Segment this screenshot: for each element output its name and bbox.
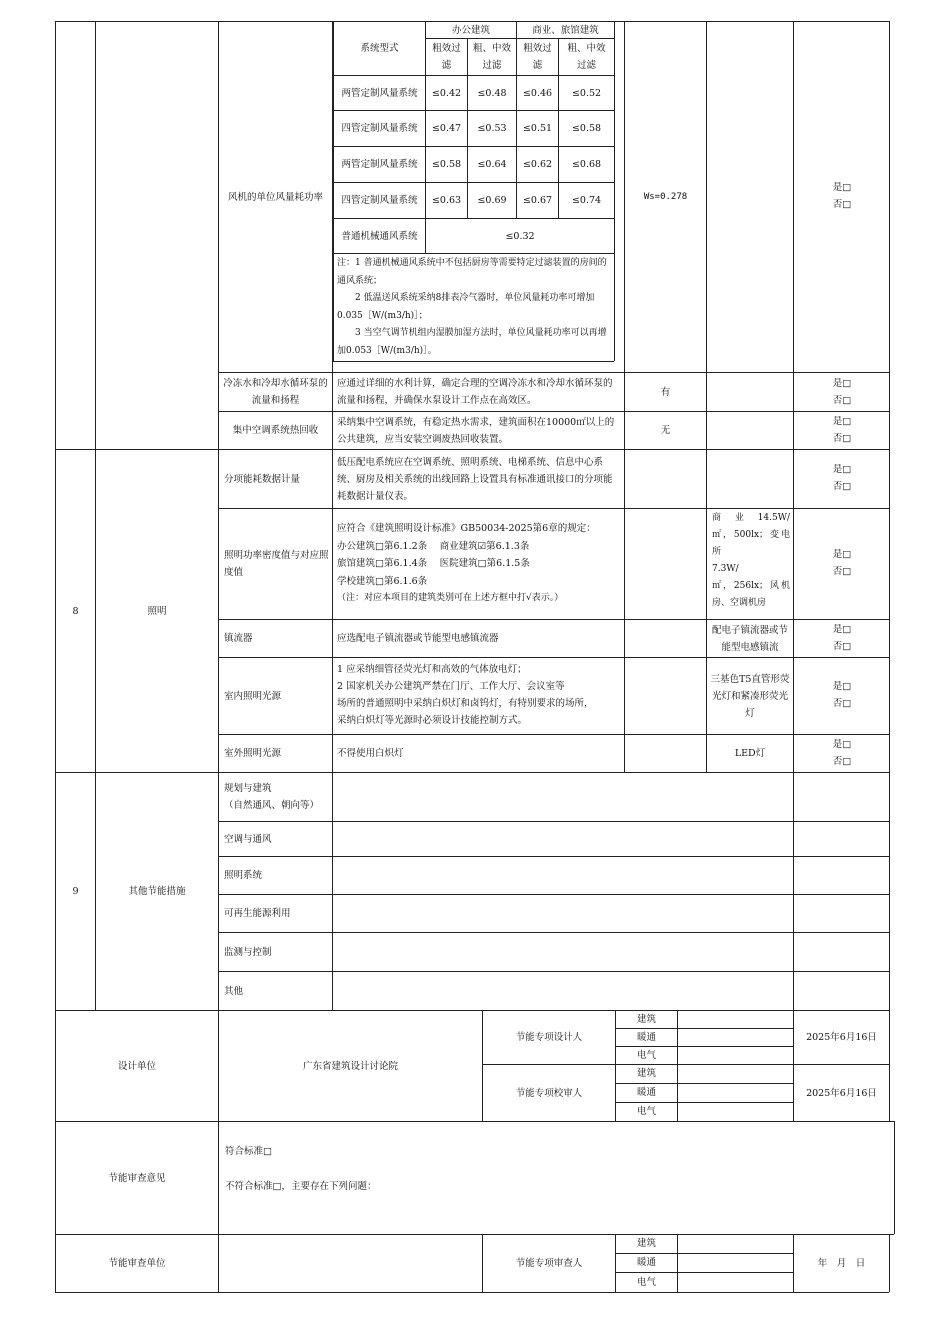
lpd-req-note: （注：对应本项目的建筑类别可在上述方框中打√表示。） xyxy=(337,593,564,603)
lpd-req-line: 学校建筑□第6.1.6条 xyxy=(337,575,428,587)
no-checkbox[interactable]: 否□ xyxy=(832,395,852,406)
discipline-label: 电气 xyxy=(636,1276,656,1288)
indoor-requirement xyxy=(337,661,623,733)
checker-label: 节能专项校审人 xyxy=(515,1087,583,1099)
designer-date: 2025年6月16日 xyxy=(806,1032,877,1043)
reviewer-label: 节能专项审查人 xyxy=(515,1258,583,1269)
designer-label: 节能专项设计人 xyxy=(515,1032,583,1043)
discipline-label: 建筑 xyxy=(636,1013,656,1025)
fan-row-value: ≤0.48 xyxy=(477,87,507,99)
lpd-item-label: 照明功率密度值与对应照度值 xyxy=(224,550,329,578)
fan-head-office: 办公建筑 xyxy=(451,24,490,36)
fan-row-value: ≤0.51 xyxy=(522,123,553,134)
fan-note: 注：1 普通机械通风系统中不包括厨房等需要特定过滤装置的房间的通风系统； 2 低温送风系统采纳8排表冷气器时，单位风量耗功率可增加0.035［W/(m3/h)］； 3 当空气调节机组内湿膜加湿方法时，单位风量耗功率可以再增加0.053［W/(m3/h)］。 xyxy=(337,258,607,356)
yes-checkbox[interactable]: 是□ xyxy=(832,739,852,750)
other-item: 监测与控制 xyxy=(224,946,272,958)
fan-head-office-coarse: 粗效过滤 xyxy=(432,43,461,71)
discipline-label: 暖通 xyxy=(636,1031,656,1043)
lpd-compliance xyxy=(794,546,890,580)
fan-row-value: ≤0.63 xyxy=(431,195,462,206)
fan-row-value: ≤0.58 xyxy=(571,123,602,134)
ballast-design-value: 配电子镇流器或节能型电感镇流 xyxy=(711,624,788,653)
discipline-label: 暖通 xyxy=(636,1257,656,1268)
no-checkbox[interactable]: 否□ xyxy=(832,641,852,652)
lpd-req-line: 旅馆建筑□第6.1.4条 医院建筑□第6.1.5条 xyxy=(337,558,530,569)
discipline-label: 电气 xyxy=(636,1049,656,1061)
yes-checkbox[interactable]: 是□ xyxy=(832,416,852,427)
other-item: 可再生能源利用 xyxy=(224,908,291,919)
other-item: 其他 xyxy=(224,985,244,997)
indoor-design-value: 三基色T5直管形荧光灯和紧凑形荧光灯 xyxy=(710,673,790,719)
review-unit-label: 节能审查单位 xyxy=(108,1258,166,1269)
lpd-req-line: 应符合《建筑照明设计标准》GB50034-2025第6章的规定： xyxy=(337,523,596,534)
no-checkbox[interactable]: 否□ xyxy=(832,433,852,444)
metering-item-label: 分项能耗数据计量 xyxy=(224,473,301,485)
outdoor-item-label: 室外照明光源 xyxy=(224,748,282,759)
fan-row-value: ≤0.52 xyxy=(571,87,602,99)
fan-item-label: 风机的单位风量耗功率 xyxy=(227,191,323,203)
fan-compliance xyxy=(794,179,890,213)
fan-row-name: 四管定制风量系统 xyxy=(341,195,418,206)
metering-requirement: 低压配电系统应在空调系统、照明系统、电梯系统、信息中心系统、厨房及相关系统的出线回路上设置具有标准通讯接口的分项能耗数据计量仪表。 xyxy=(337,456,613,502)
fan-head-system-type: 系统型式 xyxy=(360,43,399,54)
fan-row-value: ≤0.74 xyxy=(571,195,602,206)
fan-design-value: Ws=0.278 xyxy=(643,191,688,202)
review-opinion-label: 节能审查意见 xyxy=(108,1172,166,1184)
discipline-label: 电气 xyxy=(636,1106,656,1117)
outdoor-requirement: 不得使用白炽灯 xyxy=(337,748,404,759)
no-checkbox[interactable]: 否□ xyxy=(832,481,852,492)
other-item: 照明系统 xyxy=(224,870,263,881)
lpd-req-line: 办公建筑□第6.1.2条 商业建筑☑第6.1.3条 xyxy=(337,540,530,552)
fan-head-commercial: 商业、旅馆建筑 xyxy=(532,24,599,36)
fan-row-name: 两管定制风量系统 xyxy=(341,159,418,170)
yes-checkbox[interactable]: 是□ xyxy=(832,464,852,475)
lighting-number: 8 xyxy=(72,605,79,617)
pump-design-value: 有 xyxy=(660,386,671,398)
indoor-req-line: 1 应采纳细管径荧光灯和高效的气体放电灯； xyxy=(337,664,527,675)
other-category: 其他节能措施 xyxy=(128,886,186,897)
indoor-req-line: 采纳白炽灯等光源时必须设计技能控制方式。 xyxy=(337,715,528,726)
fan-row-value: ≤0.64 xyxy=(477,159,507,170)
lpd-requirement xyxy=(337,520,623,612)
other-number: 9 xyxy=(72,886,79,897)
fan-row-name: 两管定制风量系统 xyxy=(341,87,418,99)
fan-head-com-coarse: 粗效过滤 xyxy=(523,43,552,71)
no-checkbox[interactable]: 否□ xyxy=(832,199,852,210)
lighting-category: 照明 xyxy=(147,605,167,617)
fan-ordinary-name: 普通机械通风系统 xyxy=(341,230,418,242)
heat-recovery-requirement: 采纳集中空调系统，有稳定热水需求，建筑面积在10000㎡以上的公共建筑，应当安装空调废热回收装置。 xyxy=(337,416,615,445)
discipline-label: 建筑 xyxy=(636,1068,656,1079)
fan-head-office-coarse-medium: 粗、中效过滤 xyxy=(472,43,511,71)
yes-checkbox[interactable]: 是□ xyxy=(832,182,852,193)
fan-row-value: ≤0.53 xyxy=(477,123,507,134)
pump-compliance xyxy=(794,375,890,409)
outdoor-design-value: LED灯 xyxy=(734,748,766,759)
pump-item-label: 冷冻水和冷却水循环泵的流量和扬程 xyxy=(223,378,328,406)
other-item: 空调与通风 xyxy=(224,833,272,845)
ballast-item-label: 镇流器 xyxy=(224,633,253,644)
yes-checkbox[interactable]: 是□ xyxy=(832,549,852,560)
discipline-label: 建筑 xyxy=(636,1238,656,1249)
lpd-design-value: 商 业 14.5W/㎡，500lx；变电所 7.3W/ ㎡，256lx；风机房、空调机房 xyxy=(712,513,790,608)
review-date: 年 月 日 xyxy=(817,1258,866,1269)
yes-checkbox[interactable]: 是□ xyxy=(832,624,852,635)
pump-requirement: 应通过详细的水利计算，确定合理的空调冷冻水和冷却水循环泵的流量和扬程，并确保水泵设计工作点在高效区。 xyxy=(337,378,613,406)
design-unit-value: 广东省建筑设计讨论院 xyxy=(302,1060,398,1072)
review-not-comply[interactable]: 不符合标准□，主要存在下列问题： xyxy=(225,1181,377,1192)
fan-row-value: ≤0.62 xyxy=(522,159,553,170)
fan-row-value: ≤0.68 xyxy=(571,159,602,170)
fan-row-value: ≤0.69 xyxy=(477,195,507,206)
heat-recovery-item-label: 集中空调系统热回收 xyxy=(232,425,319,436)
ballast-requirement: 应选配电子镇流器或节能型电感镇流器 xyxy=(337,633,499,644)
metering-compliance xyxy=(794,461,890,495)
other-item: 规划与建筑 （自然通风、朝向等） xyxy=(224,783,320,811)
indoor-item-label: 室内照明光源 xyxy=(224,690,282,702)
fan-row-value: ≤0.67 xyxy=(522,195,553,206)
no-checkbox[interactable]: 否□ xyxy=(832,756,852,767)
fan-head-com-coarse-medium: 粗、中效过滤 xyxy=(567,43,606,71)
fan-ordinary-value: ≤0.32 xyxy=(505,230,535,242)
indoor-compliance xyxy=(794,678,890,712)
design-unit-label: 设计单位 xyxy=(117,1060,156,1072)
yes-checkbox[interactable]: 是□ xyxy=(832,378,852,389)
ballast-compliance xyxy=(794,621,890,655)
fan-row-value: ≤0.46 xyxy=(522,87,553,99)
checker-date: 2025年6月16日 xyxy=(806,1087,877,1099)
review-comply[interactable]: 符合标准□ xyxy=(225,1146,272,1157)
heat-recovery-compliance xyxy=(794,413,890,447)
discipline-label: 暖通 xyxy=(636,1087,656,1098)
yes-checkbox[interactable]: 是□ xyxy=(832,681,852,692)
fan-row-value: ≤0.47 xyxy=(431,123,462,134)
fan-row-value: ≤0.42 xyxy=(431,87,462,99)
fan-row-value: ≤0.58 xyxy=(431,159,462,170)
indoor-req-line: 场所的普通照明中采纳白炽灯和卤钨灯，有特别要求的场所， xyxy=(337,698,594,709)
indoor-req-line: 2 国家机关办公建筑严禁在门厅、工作大厅、会议室等 xyxy=(337,681,565,692)
no-checkbox[interactable]: 否□ xyxy=(832,698,852,709)
no-checkbox[interactable]: 否□ xyxy=(832,566,852,577)
heat-recovery-design-value: 无 xyxy=(660,425,671,436)
fan-row-name: 四管定制风量系统 xyxy=(341,123,418,134)
outdoor-compliance xyxy=(794,736,890,770)
